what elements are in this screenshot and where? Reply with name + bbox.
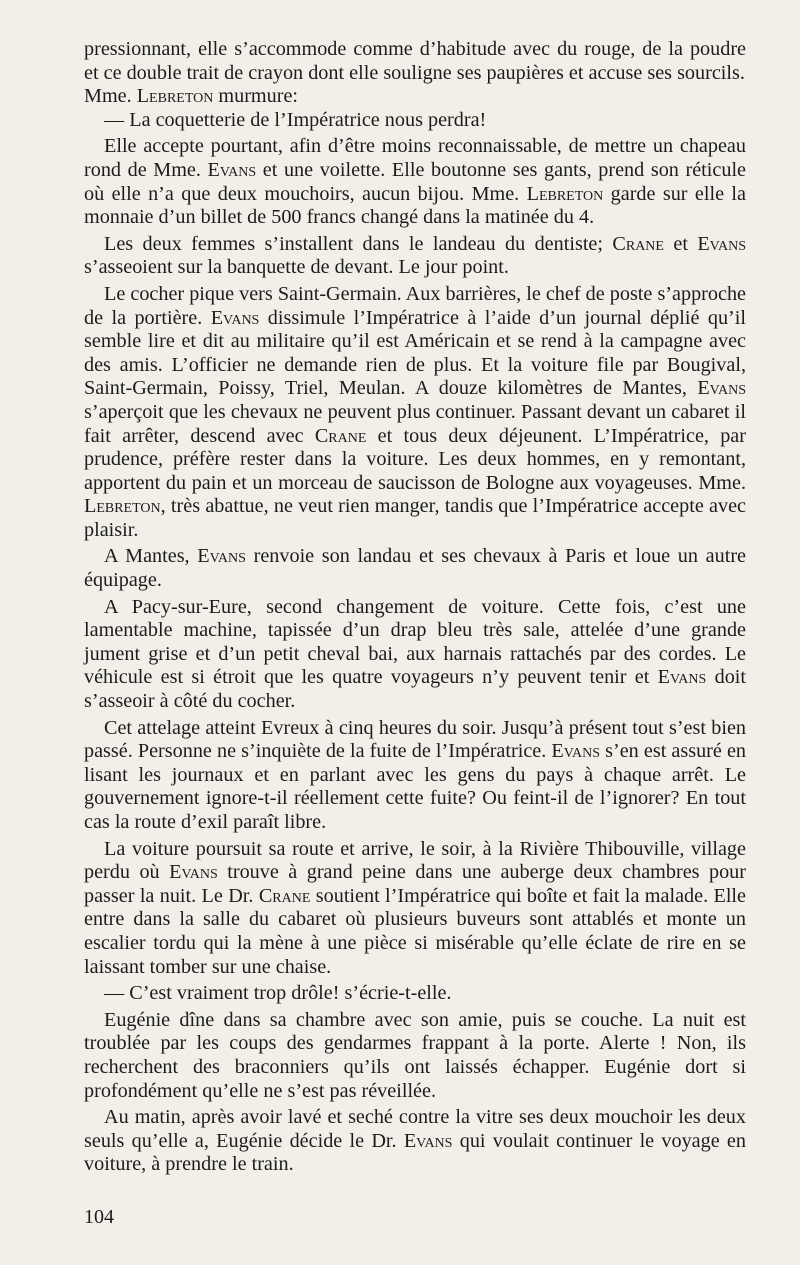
paragraph-8: A Pacy-sur-Eure, second changement de voiture. Cette fois, c’est une lamentable machine, tapissée d’un drap bleu très sale, attelée d’une grande jument grise et d’un petit cheval bai, aux harnais rattachés par des cordes. Le véhicule est si étroit que les quatre voyageurs n’y peuvent tenir et Evans doit s’asseoir à côté du cocher. [84, 595, 747, 713]
paragraph-2: Mme. Lebreton murmure: [84, 85, 299, 108]
paragraph-4: Elle accepte pourtant, afin d’être moins reconnaissable, de mettre un chapeau rond de Mme. Evans et une voilette. Elle boutonne ses gants, prend son réticule où elle n’a que deux mouchoirs, aucun bijou. Mme. Lebreton garde sur elle la monnaie d’un billet de 500 francs changé dans la matinée du 4. [84, 135, 747, 229]
paragraph-10: La voiture poursuit sa route et arrive, le soir, à la Rivière Thibouville, village perdu où Evans trouve à grand peine dans une auberge deux chambres pour passer la nuit. Le Dr. Crane soutient l’Impératrice qui boîte et fait la malade. Elle entre dans la salle du cabaret où plusieurs buveurs sont attablés et monte un escalier tordu qui la mène à une pièce si misérable qu’elle éclate de rire en se laissant tomber sur une chaise. [84, 837, 746, 978]
paragraph-11: — C’est vraiment trop drôle! s’écrie-t-elle. [104, 982, 452, 1005]
paragraph-12: Eugénie dîne dans sa chambre avec son amie, puis se couche. La nuit est troublée par les coups des gendarmes frappant à la porte. Alerte ! Non, ils recherchent des braconniers qu’ils ont laissés échapper. Eugénie dort si profondément qu’elle ne s’est pas réveillée. [84, 1008, 746, 1102]
page-number: 104 [84, 1206, 114, 1228]
page-body [84, 38, 746, 1177]
paragraph-13: Au matin, après avoir lavé et seché contre la vitre ses deux mouchoir les deux seuls qu’elle a, Eugénie décide le Dr. Evans qui voulait continuer le voyage en voiture, à prendre le train. [84, 1106, 746, 1176]
paragraph-7: A Mantes, Evans renvoie son landau et ses chevaux à Paris et loue un autre équipage. [84, 545, 746, 592]
paragraph-9: Cet attelage atteint Evreux à cinq heures du soir. Jusqu’à présent tout s’est bien passé. Personne ne s’inquiète de la fuite de l’Impératrice. Evans s’en est assuré en lisant les journaux et en parlant avec les gens du pays à chaque arrêt. Le gouvernement ignore-t-il réellement cette fuite? Ou feint-il de l’ignorer? En tout cas la route d’exil paraît libre. [84, 716, 746, 833]
paragraph-1: pressionnant, elle s’accommode comme d’habitude avec du rouge, de la poudre et ce double trait de crayon dont elle souligne ses paupières et accuse ses sourcils. [84, 38, 746, 84]
paragraph-6: Le cocher pique vers Saint-Germain. Aux barrières, le chef de poste s’approche de la portière. Evans dissimule l’Impératrice à l’aide d’un journal déplié qu’il semble lire et dit au militaire qu’il est Américain et se rend à la campagne avec des amis. L’officier ne demande rien de plus. Et la voiture file par Bougival, Saint-Germain, Poissy, Triel, Meulan. A douze kilomètres de Mantes, Evans s’aperçoit que les chevaux ne peuvent plus continuer. Passant devant un cabaret il fait arrêter, descend avec Crane et tous deux déjeunent. L’Impératrice, par prudence, préfère rester dans la voiture. Les deux hommes, en y remontant, apportent du pain et un morceau de saucisson de Bologne aux voyageuses. Mme. Lebreton, très abattue, ne veut rien manger, tandis que l’Impératrice accepte avec plaisir. [84, 282, 746, 541]
paragraph-5: Les deux femmes s’installent dans le landeau du dentiste; Crane et Evans s’asseoient sur la banquette de devant. Le jour point. [84, 232, 746, 279]
paragraph-3: — La coquetterie de l’Impératrice nous perdra! [104, 108, 487, 131]
